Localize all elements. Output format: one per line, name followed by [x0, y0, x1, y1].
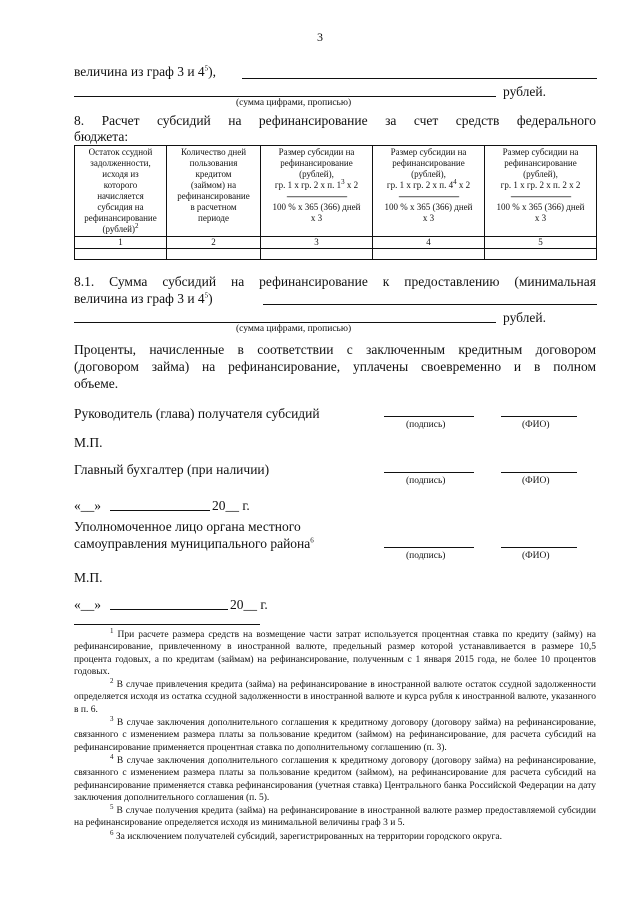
accountant-label: Главный бухгалтер (при наличии): [74, 462, 270, 477]
table-cell: 5: [485, 237, 597, 249]
intro-rubles: рублей.: [503, 84, 547, 99]
table-cell: 1: [75, 237, 167, 249]
table-cell: [373, 249, 485, 260]
section81-line2: величина из граф 3 и $4^5$): [74, 291, 213, 306]
footnote-4: $^4$ В случае заключения дополнительного соглашения к кредитному договору (договору займа) на рефинансирование, связанного с изменением размера платы за пользование кредитом (займом), на рефинансирование для расчета субсидий на рефинансирование применяется ставка рефинансирования (учетная ставка) Центрального банка Российской Федерации на дату заключения дополнительного соглашения (п. 5).: [74, 752, 596, 803]
official-label-1: Уполномоченное лицо органа местного: [74, 519, 301, 534]
date-month-line: [110, 510, 210, 511]
table-header-col4: Размер субсидии на рефинансирование (рублей), гр. 1 х гр. 2 х п. $4^4$ х 2 ------------------------------ 100 % х 365 (366) дней х 3: [373, 146, 485, 237]
official-signature-line: [384, 547, 474, 548]
intro-sup: 5: [204, 64, 209, 73]
section81-rubles: рублей.: [503, 310, 547, 325]
section81-blank-line-1: [263, 304, 597, 305]
table-data-row: [75, 249, 597, 260]
stamp-label-2: М.П.: [74, 570, 103, 585]
accountant-fio-caption: (ФИО): [522, 476, 550, 486]
table-cell: [261, 249, 373, 260]
table-cell: [167, 249, 261, 260]
official-label-2: самоуправления муниципального района$^6$: [74, 536, 314, 551]
footnote-2: $^2$ В случае привлечения кредита (займа) на рефинансирование в иностранной валюте остаток ссудной задолженности определяется исходя из остатка ссудной задолженности в иностранной валюте и курса рубля к иностранной валюте, указанного в п. 6.: [74, 677, 597, 715]
head-fio-line: [501, 416, 577, 417]
date-month-line-2: [110, 609, 228, 610]
page-number: 3: [317, 30, 323, 44]
official-fio-caption: (ФИО): [522, 551, 550, 561]
head-fio-caption: (ФИО): [522, 420, 550, 430]
table-header-col3: Размер субсидии на рефинансирование (рублей), гр. 1 х гр. 2 х п. $1^3$ х 2 ------------------------------ 100 % х 365 (366) дней х 3: [261, 146, 373, 237]
accountant-fio-line: [501, 472, 577, 473]
head-signature-caption: (подпись): [406, 420, 446, 430]
percent-text-line3: объеме.: [74, 376, 119, 391]
head-signature-line: [384, 416, 474, 417]
footnote-1: $^1$ При расчете размера средств на возмещение части затрат используется процентная ставка по кредиту (займу) на рефинансирование, привлеченному в иностранной валюте, предельный размер которой устанавливается в размере 10,5 процента годовых, а по кредитам (займам) на рефинансирование, полученным с 1 января 2015 года, не более 10 процентов годовых.: [74, 626, 596, 677]
section8-heading-2: бюджета:: [74, 129, 129, 144]
table-cell: 4: [373, 237, 485, 249]
subsidy-table: [74, 145, 597, 260]
intro-line: [74, 63, 216, 80]
intro-text: величина из граф 3 и 4: [74, 64, 205, 79]
footnote-6: $^6$ За исключением получателей субсидий, зарегистрированных на территории городского округа.: [110, 828, 502, 842]
footnote-5: $^5$ В случае получения кредита (займа) на рефинансирование в иностранной валюте размер предоставляемой субсидии на рефинансирование определяется исходя из минимальной величины граф 3 и 5.: [74, 803, 597, 829]
intro-blank-line-1: [242, 78, 597, 79]
official-signature-caption: (подпись): [406, 551, 446, 561]
accountant-signature-line: [384, 472, 474, 473]
percent-text-line2: (договором займа) на рефинансирование, уплачены своевременно и в полном: [74, 359, 596, 374]
intro-blank-line-2: [74, 96, 496, 97]
table-header-row: [75, 146, 597, 237]
date-day: «__»: [74, 498, 101, 513]
date-year: 20__ г.: [212, 498, 250, 513]
table-header-col2: Количество дней пользования кредитом (займом) на рефинансирование в расчетном периоде: [167, 146, 261, 237]
intro-tail: ),: [208, 64, 217, 79]
section81-caption: (сумма цифрами, прописью): [236, 324, 352, 334]
date-day-2: «__»: [74, 597, 101, 612]
table-cell: 3: [261, 237, 373, 249]
accountant-signature-caption: (подпись): [406, 476, 446, 486]
stamp-label: М.П.: [74, 435, 103, 450]
table-number-row: [75, 237, 597, 249]
table-cell: 2: [167, 237, 261, 249]
table-cell: [75, 249, 167, 260]
footnote-separator: [74, 624, 260, 625]
official-fio-line: [501, 547, 577, 548]
table-cell: [485, 249, 597, 260]
percent-text-line1: Проценты, начисленные в соответствии с заключенным кредитным договором: [74, 342, 596, 357]
footnotes: [74, 626, 597, 843]
section8-heading: 8. Расчет субсидий на рефинансирование за счет средств федерального: [74, 113, 596, 128]
table-header-col1: Остаток ссудной задолженности, исходя из которого начисляется субсидия на рефинансирование (рублей)$^2$: [75, 146, 167, 237]
section81-blank-line-2: [74, 322, 496, 323]
date-year-2: 20__ г.: [230, 597, 268, 612]
table-header-col5: Размер субсидии на рефинансирование (рублей), гр. 1 х гр. 2 х п. 2 х 2 ------------------------------ 100 % х 365 (366) дней х 3: [485, 146, 597, 237]
intro-caption: (сумма цифрами, прописью): [236, 98, 352, 108]
section81-line1: 8.1. Сумма субсидий на рефинансирование к предоставлению (минимальная: [74, 274, 596, 289]
head-label: Руководитель (глава) получателя субсидий: [74, 406, 320, 421]
footnote-3: $^3$ В случае заключения дополнительного соглашения к кредитному договору (договору займа) на рефинансирование, связанного с изменением размера платы за пользование кредитом (займом) на рефинансирование, для расчета субсидий на рефинансирование применяется процентная ставка по дополнительному соглашению (п. 3).: [74, 714, 596, 753]
